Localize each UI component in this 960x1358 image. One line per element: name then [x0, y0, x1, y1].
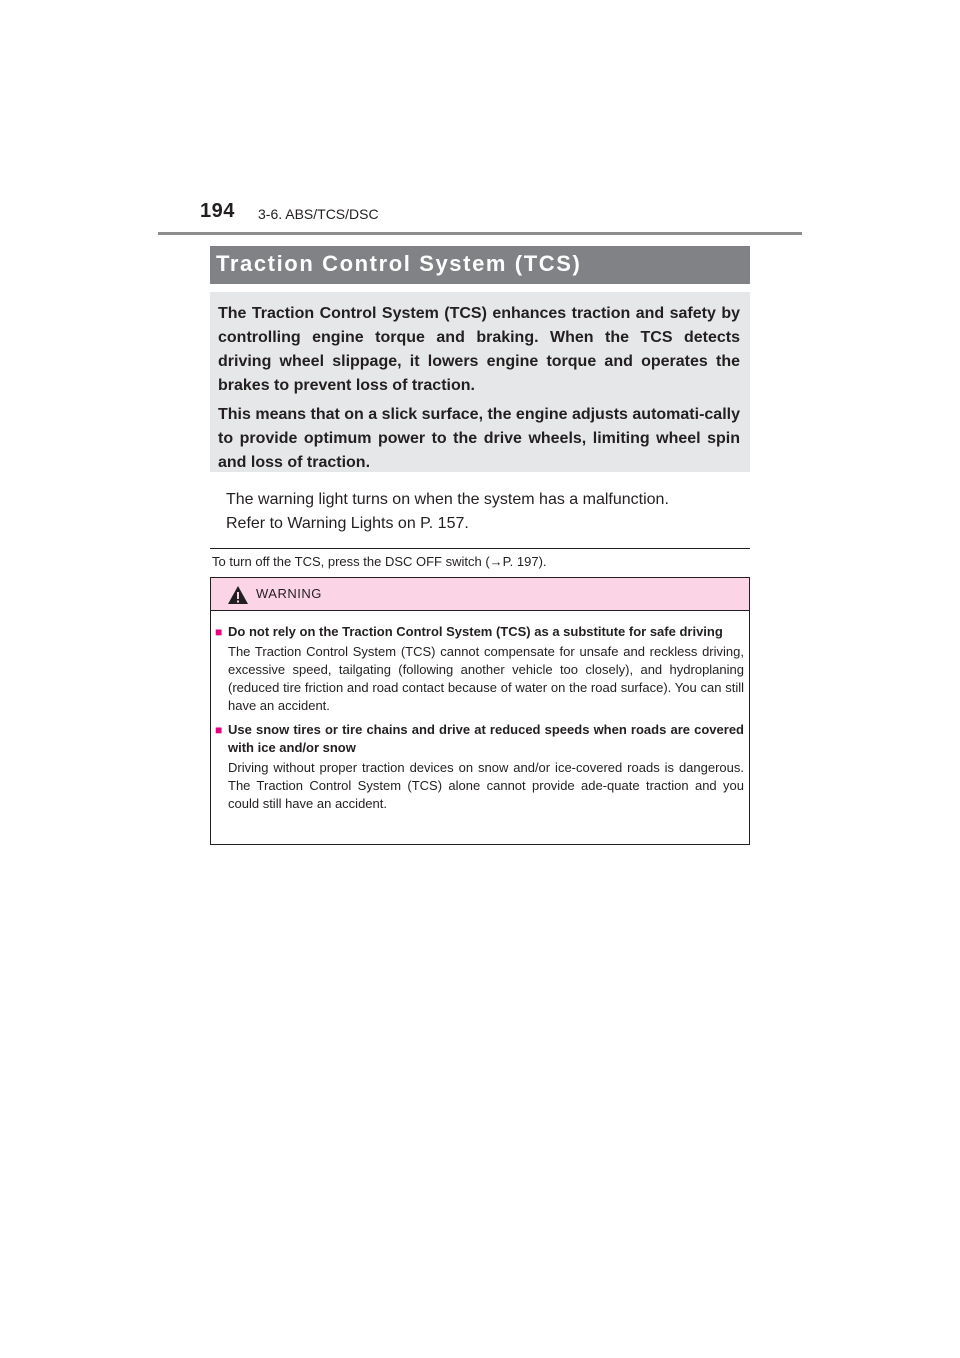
warning-body: [211, 611, 749, 813]
note-divider: [210, 548, 750, 549]
warning-item-heading: [215, 721, 744, 757]
intro-paragraph-1: The Traction Control System (TCS) enhances traction and safety by controlling engine torque and braking. When the TCS detects driving wheel slippage, it lowers engine torque and operates the brakes to prevent loss of traction.: [218, 305, 740, 394]
title-bar: [210, 246, 750, 284]
square-bullet-icon: ■: [215, 625, 223, 639]
page-title: Traction Control System (TCS): [216, 251, 582, 276]
warning-item-text: Driving without proper traction devices on snow and/or ice-covered roads is dangerous. The Traction Control System (TCS) alone cannot provide ade-quate traction and you could still have an accident.: [228, 760, 744, 811]
intro-paragraph-2: This means that on a slick surface, the engine adjusts automati-cally to provide optimum power to the drive wheels, limiting wheel spin and loss of traction.: [218, 406, 740, 471]
warning-header: [211, 578, 749, 611]
header-rule: [158, 232, 802, 235]
square-bullet-icon: ■: [215, 723, 223, 737]
warning-item-title: Use snow tires or tire chains and drive at reduced speeds when roads are covered with ice and/or snow: [228, 722, 744, 755]
warning-label: WARNING: [256, 586, 322, 601]
warning-item: [215, 721, 744, 813]
warning-item-heading: [215, 623, 744, 641]
intro-box: [210, 292, 750, 472]
warning-item-text: The Traction Control System (TCS) cannot compensate for unsafe and reckless driving, excessive speed, tailgating (following another vehicle too closely), and hydroplaning (reduced tire friction and road contact because of water on the road surface). You can still have an accident.: [228, 644, 744, 713]
warning-light-text: The warning light turns on when the system has a malfunction.: [226, 491, 669, 508]
page-number: 194: [200, 200, 235, 222]
warning-item-title: Do not rely on the Traction Control System (TCS) as a substitute for safe driving: [228, 624, 723, 639]
section-label: 3-6. ABS/TCS/DSC: [258, 206, 379, 222]
warning-light-reference: Refer to Warning Lights on P. 157.: [226, 515, 469, 532]
warning-triangle-icon: [227, 585, 249, 605]
warning-box: [210, 577, 750, 845]
dsc-off-note: To turn off the TCS, press the DSC OFF switch (→P. 197).: [212, 554, 547, 569]
warning-item: [215, 623, 744, 715]
